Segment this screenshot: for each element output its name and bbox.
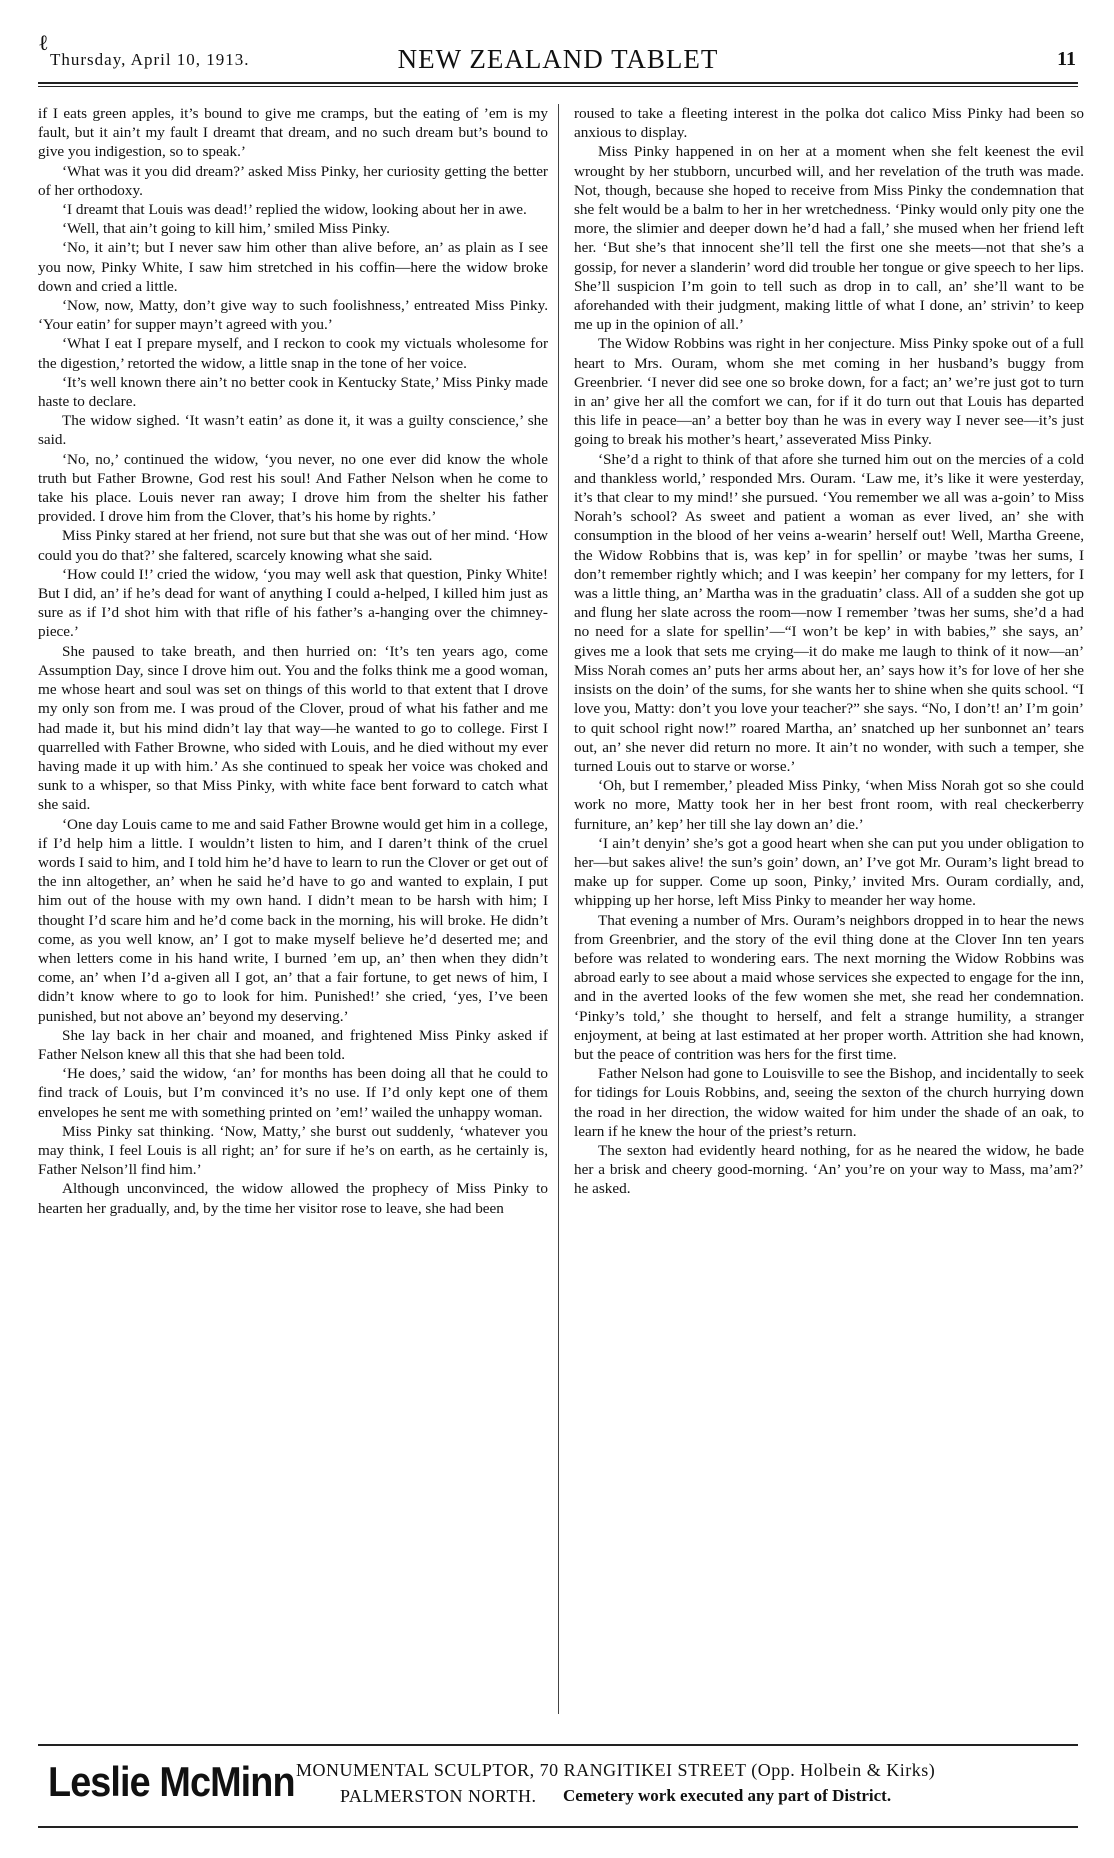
page-header	[38, 38, 1078, 80]
advertisement-top-rule	[38, 1744, 1078, 1746]
paragraph: She paused to take breath, and then hurried on: ‘It’s ten years ago, come Assumption Day, since I drove him out. You and the folks think me a good woman, me whose heart and soul was set on things of this world to that extent that I drove my only son from me. I was proud of the Clover, proud of what his father and me had made it, but his mind didn’t lay that way—he wanted to go to college. First I quarrelled with Father Browne, who sided with Louis, and he died without my ever having made it up with him.’ As she continued to speak her voice was choked and sunk to a whisper, so that Miss Pinky, with white face bent forward to catch what she said.	[38, 642, 548, 814]
page-number: 11	[1057, 48, 1076, 70]
advertisement-note: Cemetery work executed any part of District.	[563, 1786, 892, 1805]
paragraph: ‘It’s well known there ain’t no better cook in Kentucky State,’ Miss Pinky made haste to declare.	[38, 373, 548, 411]
left-column	[38, 104, 548, 1218]
right-column	[574, 104, 1084, 1199]
paragraph: Miss Pinky happened in on her at a moment when she felt keenest the evil wrought by her stubborn, uncurbed will, and her revelation of the truth was made. Not, though, because she hoped to receive from Miss Pinky the condemnation that she felt would be a balm to her in her wretchedness. ‘Pinky would only pity one the more, the slimier and deeper down he’d had a fall,’ she mused when her friend left her. ‘But she’s that innocent she’ll tell the first one she meets—not that she’s a gossip, for never a slanderin’ word did trouble her tongue or give speech to her lips. She’ll suspicion I’m goin to tell such as drop in to call, an’ she’ll want to be aforehanded with their judgment, making little of what I done, an’ strivin’ to keep me up in the opinion of all.’	[574, 143, 1084, 334]
paragraph: That evening a number of Mrs. Ouram’s neighbors dropped in to hear the news from Greenbrier, and the story of the evil thing done at the Clover Inn ten years before was related to wondering ears. The next morning the Widow Robbins was abroad early to see about a maid whose services she expected to engage for the inn, and in the averted looks of the few women she met, she read her condemnation. ‘Pinky’s told,’ she thought to herself, and felt a strange humility, a stranger enjoyment, at being at last estimated at her proper worth. Attrition she had known, but the peace of contrition was hers for the first time.	[574, 911, 1084, 1063]
paragraph: The sexton had evidently heard nothing, for as he neared the widow, he bade her a brisk and cheery good-morning. ‘An’ you’re on your way to Mass, ma’am?’ he asked.	[574, 1141, 1084, 1198]
paragraph: ‘No, no,’ continued the widow, ‘you never, no one ever did know the whole truth but Father Browne, God rest his soul! And Father Nelson when he come to take his place. Louis never ran away; I drove him from the shelter his father provided. I drove him from the Clover, that’s his home by rights.’	[38, 450, 548, 526]
paragraph: Although unconvinced, the widow allowed the prophecy of Miss Pinky to hearten her gradually, and, by the time her visitor rose to leave, she had been	[38, 1180, 548, 1217]
paragraph: roused to take a fleeting interest in the polka dot calico Miss Pinky had been so anxious to display.	[574, 105, 1084, 142]
paragraph: She lay back in her chair and moaned, and frightened Miss Pinky asked if Father Nelson knew all this that she had been told.	[38, 1026, 548, 1063]
paragraph: ‘He does,’ said the widow, ‘an’ for months has been doing all that he could to find track of Louis, but I’m convinced it’s no use. If I’d only kept one of them envelopes he sent me with something printed on ’em!’ wailed the unhappy woman.	[38, 1065, 548, 1121]
advertisement-town: PALMERSTON NORTH.	[340, 1786, 537, 1806]
header-rule	[38, 82, 1078, 84]
advertisement-bottom-rule	[38, 1826, 1078, 1828]
paragraph: ‘What was it you did dream?’ asked Miss Pinky, her curiosity getting the better of her orthodoxy.	[38, 162, 548, 199]
paragraph: Miss Pinky stared at her friend, not sure but that she was out of her mind. ‘How could you do that?’ she faltered, scarcely knowing what she said.	[38, 527, 548, 564]
paragraph: ‘Oh, but I remember,’ pleaded Miss Pinky, ‘when Miss Norah got so she could work no more, Matty took her in her best front room, with real checkerberry furniture, an’ kep’ her till she lay down an’ die.’	[574, 777, 1084, 833]
paragraph: The widow sighed. ‘It wasn’t eatin’ as done it, it was a guilty conscience,’ she said.	[38, 412, 548, 449]
paragraph: Father Nelson had gone to Louisville to see the Bishop, and incidentally to seek for tidings for Louis Robbins, and, seeing the sexton of the church hurrying down the road in her direction, the widow waited for him under the shade of an oak, to learn if he knew the hour of the priest’s return.	[574, 1065, 1084, 1140]
newspaper-title: NEW ZEALAND TABLET	[397, 44, 719, 74]
column-divider	[558, 104, 559, 1714]
paragraph: ‘Well, that ain’t going to kill him,’ smiled Miss Pinky.	[62, 220, 390, 238]
paragraph: ‘I dreamt that Louis was dead!’ replied the widow, looking about her in awe.	[62, 201, 527, 219]
paragraph: Miss Pinky sat thinking. ‘Now, Matty,’ she burst out suddenly, ‘whatever you may think, I feel Louis is all right; an’ for sure if he’s on earth, as he certainly is, Father Nelson’ll find him.’	[38, 1122, 548, 1179]
advertisement-address: MONUMENTAL SCULPTOR, 70 RANGITIKEI STREET (Opp. Holbein & Kirks)	[296, 1760, 936, 1780]
page-corner-mark: ℓ	[38, 30, 49, 55]
paragraph: ‘Now, now, Matty, don’t give way to such foolishness,’ entreated Miss Pinky. ‘Your eatin’ for supper mayn’t agreed with you.’	[38, 297, 548, 334]
header-date: Thursday, April 10, 1913.	[50, 50, 250, 69]
paragraph: ‘I ain’t denyin’ she’s got a good heart when she can put you under obligation to her—but sakes alive! the sun’s goin’ down, an’ I’ve got Mr. Ouram’s light bread to make up for supper. Come up soon, Pinky,’ invited Mrs. Ouram cordially, and, whipping up her horse, left Miss Pinky to meander her way home.	[574, 834, 1084, 910]
paragraph: ‘She’d a right to think of that afore she turned him out on the mercies of a cold and thankless world,’ responded Mrs. Ouram. ‘Law me, it’s like it were yesterday, it’s that clear to my mind!’ she pursued. ‘You remember we all was a-goin’ to Miss Norah’s school? As sweet and patient a woman as ever lived, an’ she with consumption in the blood of her veins a-wearin’ herself out! Well, Martha Greene, the Widow Robbins that is, was kep’ in for spellin’ or maybe ’twas her sums, I don’t remember rightly which; and I was keepin’ her company for my letters, for I was a little thing, an’ Martha was in the graduatin’ class. All of a sudden she got up and flung her slate across the room—now I remember ’twas her sums, she’d a had no need for a slate for spellin’—“I won’t be kep’ in with babies,” she says, an’ gives me a look that sets me crying—it do make me laugh to think of it now—an’ Miss Norah comes an’ puts her arms about her, an’ says how it’s for love of her she insists on the doin’ of the sums, for she wants her to shine when she quits school. “I love you, Matty: don’t you love your teacher?” she says. “No, I don’t! an’ I’m goin’ to quit school right now!” roared Martha, an’ snatched up her sunbonnet an’ tears out, an’ she never did return no more. It ain’t no wonder, with such a temper, she turned Louis out to starve or worse.’	[574, 450, 1084, 775]
paragraph: The Widow Robbins was right in her conjecture. Miss Pinky spoke out of a full heart to Mrs. Ouram, whom she met coming in her husband’s buggy from Greenbrier. ‘I never did see one so broke down, for a fact; an’ we’re just got to turn in an’ give her all the comfort we can, for if it do turn out that Louis has departed this life in peace—an’ a better boy than he was in every way I never see—it’s just going to break his mother’s heart,’ asseverated Miss Pinky.	[574, 335, 1084, 449]
header-rule-thin	[38, 86, 1078, 87]
advertiser-name: Leslie McMinn	[48, 1758, 295, 1805]
paragraph: if I eats green apples, it’s bound to give me cramps, but the eating of ’em is my fault, but it ain’t my fault I dreamt that dream, and no such dream but’s bound to give you indigestion, so to speak.’	[38, 105, 548, 161]
paragraph: ‘One day Louis came to me and said Father Browne would get him in a college, if I’d help him a little. I wouldn’t listen to him, and I daren’t think of the cruel words I said to him, and I told him he’d have to learn to run the Clover or get out of the inn altogether, an’ when he said he’d have to go and wanted to explain, I put him out of the house with my own hand. I didn’t mean to be harsh with him; I thought I’d scare him and he’d come back in the morning, his will broke. He didn’t come, as you well know, an’ I got to make myself believe he’d deserted me; and when letters come in his hand write, I burned ’em up, an’ then when they didn’t come, an’ when I’d a-given all I got, an’ that a fair fortune, to get news of him, I didn’t know where to go to look for him. Punished!’ she cried, ‘yes, I’ve been punished, but not above an’ beyond my deserving.’	[38, 815, 548, 1025]
paragraph: ‘How could I!’ cried the widow, ‘you may well ask that question, Pinky White! But I did, an’ if he’s dead for want of anything I could a-helped, I killed him just as sure as if I’d shot him with that rifle of his father’s a-hanging over the chimney-piece.’	[38, 565, 548, 641]
advertisement	[38, 1752, 1078, 1822]
paragraph: ‘What I eat I prepare myself, and I reckon to cook my victuals wholesome for the digestion,’ retorted the widow, a little snap in the tone of her voice.	[38, 335, 548, 372]
paragraph: ‘No, it ain’t; but I never saw him other than alive before, an’ as plain as I see you now, Pinky White, I saw him stretched in his coffin—here the widow broke down and cried a little.	[38, 239, 548, 295]
